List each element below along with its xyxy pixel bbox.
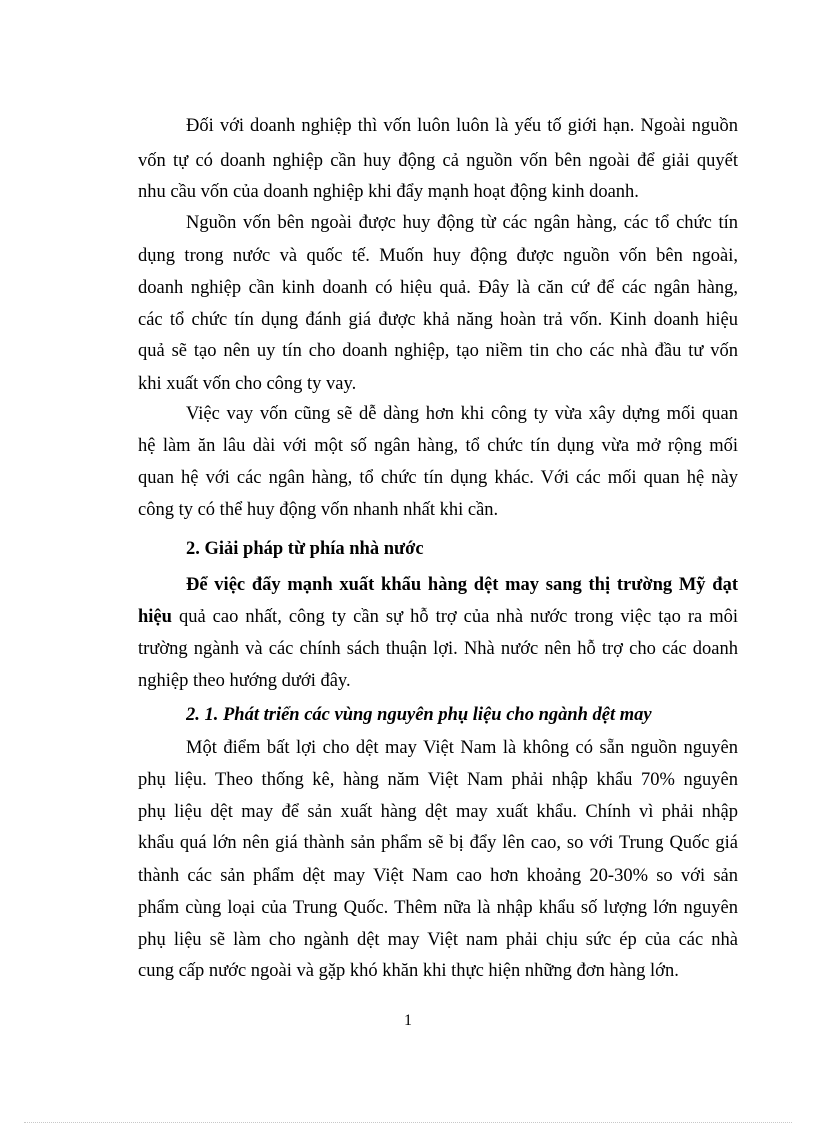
paragraph-3-line-1: Việc vay vốn cũng sẽ dễ dàng hơn khi công ty vừa xây dựng mối quan [186, 404, 738, 424]
paragraph-1-line-2: vốn tự có doanh nghiệp cần huy động cả nguồn vốn bên ngoài để giải quyết [138, 151, 738, 171]
final-paragraph-line-1: Một điểm bất lợi cho dệt may Việt Nam là không có sẵn nguồn nguyên [186, 738, 738, 758]
subsection-heading: 2. 1. Phát triển các vùng nguyên phụ liệu cho ngành dệt may [186, 705, 652, 725]
paragraph-2-line-6: khi xuất vốn cho công ty vay. [138, 374, 357, 394]
final-paragraph-line-3: phụ liệu dệt may để sản xuất hàng dệt may xuất khẩu. Chính vì phải nhập [138, 802, 738, 822]
paragraph-3-line-2: hệ làm ăn lâu dài với một số ngân hàng, tổ chức tín dụng vừa mở rộng mối [138, 436, 738, 456]
intro-line-4: nghiệp theo hướng dưới đây. [138, 671, 351, 691]
paragraph-2-line-3: doanh nghiệp cần kinh doanh có hiệu quả. Đây là căn cứ để các ngân hàng, [138, 278, 738, 298]
intro-line-2 [138, 605, 738, 629]
paragraph-2-line-2: dụng trong nước và quốc tế. Muốn huy động được nguồn vốn bên ngoài, [138, 246, 738, 266]
final-paragraph-line-7: phụ liệu sẽ làm cho ngành dệt may Việt nam phải chịu sức ép của các nhà [138, 930, 738, 950]
paragraph-3-line-4: công ty có thể huy động vốn nhanh nhất khi cần. [138, 500, 499, 520]
intro-line-2-rest: quả cao nhất, công ty cần sự hỗ trợ của nhà nước trong việc tạo ra môi [171, 607, 738, 627]
final-paragraph-line-4: khẩu quá lớn nên giá thành sản phẩm sẽ bị đẩy lên cao, so với Trung Quốc giá [138, 833, 738, 853]
section-heading: 2. Giải pháp từ phía nhà nước [186, 539, 424, 559]
final-paragraph-line-8: cung cấp nước ngoài và gặp khó khăn khi thực hiện những đơn hàng lớn. [138, 961, 679, 981]
intro-line-1: Để việc đẩy mạnh xuất khẩu hàng dệt may sang thị trường Mỹ đạt [186, 575, 738, 595]
page-number: 1 [404, 1012, 412, 1029]
intro-line-3: trường ngành và các chính sách thuận lợi. Nhà nước nên hỗ trợ cho các doanh [138, 639, 738, 659]
paragraph-2-line-5: quả sẽ tạo nên uy tín cho doanh nghiệp, tạo niềm tin cho các nhà đầu tư vốn [138, 341, 738, 361]
final-paragraph-line-2: phụ liệu. Theo thống kê, hàng năm Việt Nam phải nhập khẩu 70% nguyên [138, 770, 738, 790]
intro-line-2-bold: hiệu [138, 607, 172, 627]
paragraph-2-line-1: Nguồn vốn bên ngoài được huy động từ các ngân hàng, các tổ chức tín [186, 213, 738, 233]
paragraph-2-line-4: các tổ chức tín dụng đánh giá được khả năng hoàn trả vốn. Kinh doanh hiệu [138, 310, 738, 330]
paragraph-1-line-1: Đối với doanh nghiệp thì vốn luôn luôn là yếu tố giới hạn. Ngoài nguồn [186, 116, 738, 136]
final-paragraph-line-5: thành các sản phẩm dệt may Việt Nam cao hơn khoảng 20-30% so với sản [138, 866, 738, 886]
final-paragraph-line-6: phẩm cùng loại của Trung Quốc. Thêm nữa là nhập khẩu số lượng lớn nguyên [138, 898, 738, 918]
paragraph-1-line-3: nhu cầu vốn của doanh nghiệp khi đẩy mạnh hoạt động kinh doanh. [138, 182, 639, 202]
paragraph-3-line-3: quan hệ với các ngân hàng, tổ chức tín dụng khác. Với các mối quan hệ này [138, 468, 738, 488]
